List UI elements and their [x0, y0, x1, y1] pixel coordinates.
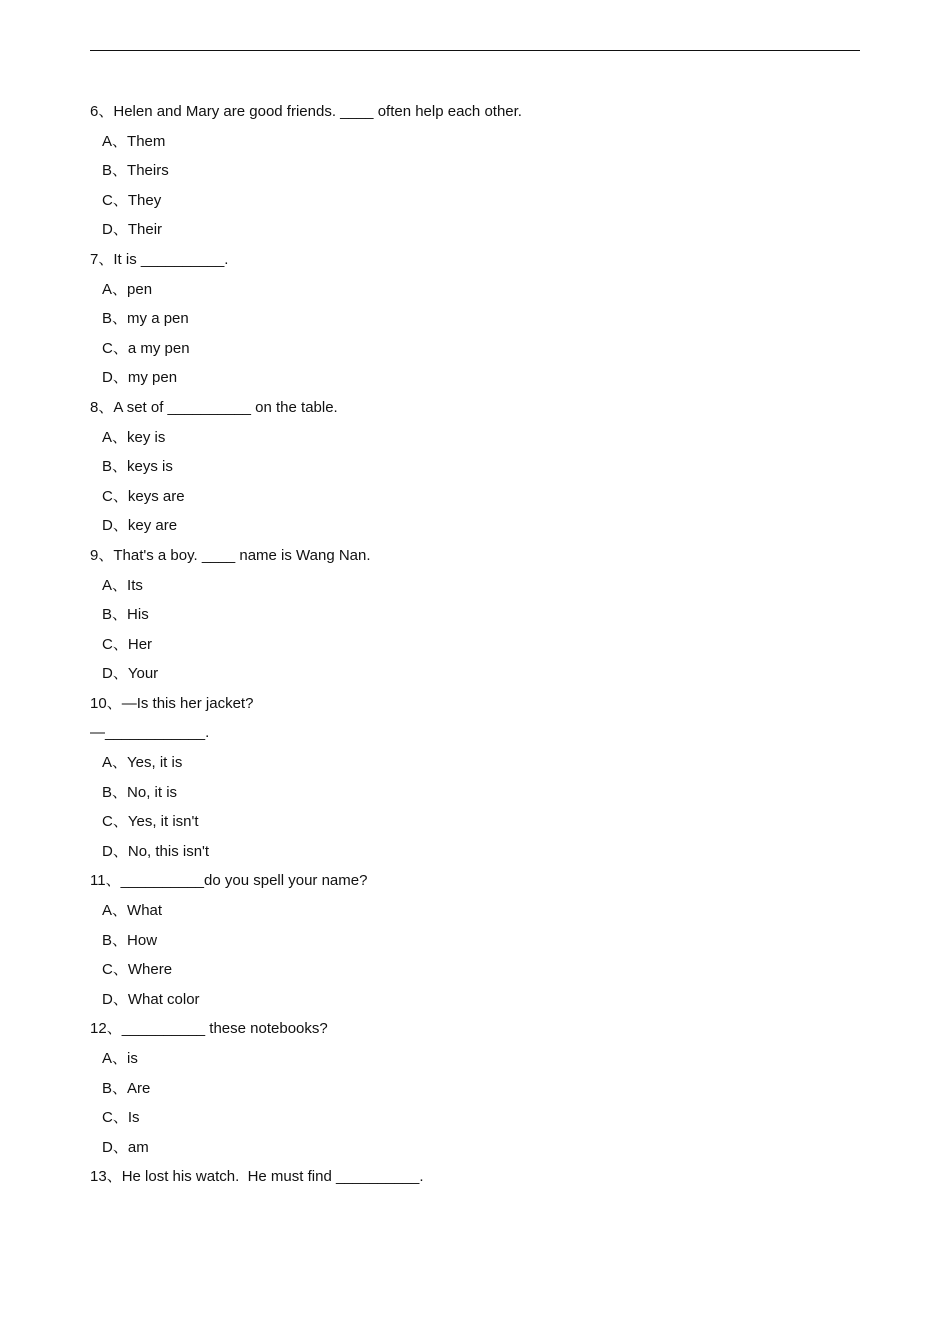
option-text: my a pen — [127, 310, 189, 328]
question-number: 10 — [90, 694, 107, 712]
option-10-b[interactable]: B、No, it is — [102, 783, 178, 801]
option-9-d[interactable]: D、Your — [102, 665, 159, 683]
option-text: Her — [127, 635, 153, 653]
option-10-d[interactable]: D、No, this isn't — [102, 842, 210, 860]
option-7-b[interactable]: B、my a pen — [102, 310, 189, 328]
option-6-b[interactable]: B、Theirs — [102, 162, 169, 180]
question-number: 8 — [90, 398, 99, 416]
option-9-b[interactable]: B、His — [102, 606, 149, 624]
option-letter: C — [102, 487, 113, 505]
question-8: 8、A set of __________ on the table. — [90, 398, 338, 416]
option-letter: C — [102, 635, 113, 653]
option-letter: D — [102, 1138, 113, 1156]
option-letter: B — [102, 1079, 113, 1097]
question-10-response-line — [90, 718, 860, 748]
option-letter: D — [102, 990, 113, 1008]
option-7-d[interactable]: D、my pen — [102, 369, 178, 387]
option-letter: C — [102, 339, 113, 357]
question-text: —Is this her jacket? — [121, 694, 254, 712]
option-text: What color — [127, 990, 200, 1008]
option-text: They — [127, 191, 162, 209]
option-10-a[interactable]: A、Yes, it is — [102, 754, 183, 772]
option-7-a[interactable]: A、pen — [102, 280, 153, 298]
option-9-c[interactable]: C、Her — [102, 635, 153, 653]
option-12-c[interactable]: C、Is — [102, 1109, 140, 1127]
option-text: Is — [127, 1109, 140, 1127]
question-text: __________do you spell your name? — [120, 872, 368, 890]
question-number: 12 — [90, 1020, 107, 1038]
option-letter: D — [102, 369, 113, 387]
option-text: Are — [127, 1079, 151, 1097]
option-text: key are — [127, 517, 178, 535]
option-8-a[interactable]: A、key is — [102, 428, 166, 446]
option-letter: B — [102, 931, 113, 949]
question-10: 10、—Is this her jacket? — [90, 694, 254, 712]
question-text: That's a boy. ____ name is Wang Nan. — [113, 546, 371, 564]
option-text: my pen — [127, 369, 178, 387]
option-letter: B — [102, 310, 113, 328]
question-text-2: —____________. — [90, 724, 210, 742]
question-number: 11 — [90, 872, 106, 890]
option-text: keys is — [127, 458, 173, 476]
option-12-b[interactable]: B、Are — [102, 1079, 151, 1097]
question-number: 6 — [90, 103, 99, 120]
option-letter: D — [102, 221, 113, 239]
option-12-a[interactable]: A、is — [102, 1050, 138, 1067]
option-letter: C — [102, 813, 113, 831]
option-letter: D — [102, 842, 113, 860]
option-letter: A — [102, 902, 113, 920]
option-letter: A — [102, 576, 113, 594]
option-letter: C — [102, 961, 113, 979]
option-text: What — [127, 902, 163, 920]
question-number: 13 — [90, 1168, 107, 1186]
option-8-c[interactable]: C、keys are — [102, 487, 185, 505]
option-letter: D — [102, 517, 113, 535]
option-8-d[interactable]: D、key are — [102, 517, 178, 535]
option-9-a[interactable]: A、Its — [102, 576, 143, 594]
option-6-d[interactable]: D、Their — [102, 221, 163, 239]
option-11-c[interactable]: C、Where — [102, 961, 173, 979]
option-text: is — [127, 1050, 138, 1067]
option-letter: A — [102, 754, 113, 772]
option-text: No, this isn't — [127, 842, 210, 860]
option-6-c[interactable]: C、They — [102, 191, 162, 209]
option-letter: B — [102, 606, 113, 624]
option-letter: D — [102, 665, 113, 683]
option-6-a[interactable]: A、Them — [102, 132, 166, 150]
question-text: Helen and Mary are good friends. ____ often help each other. — [113, 103, 522, 120]
question-number: 7 — [90, 250, 99, 268]
option-8-b[interactable]: B、keys is — [102, 458, 173, 476]
option-letter: C — [102, 191, 113, 209]
question-11: 11、__________do you spell your name? — [90, 872, 368, 890]
question-number: 9 — [90, 546, 99, 564]
question-9: 9、That's a boy. ____ name is Wang Nan. — [90, 546, 371, 564]
option-text: No, it is — [127, 783, 178, 801]
option-letter: A — [102, 428, 113, 446]
option-11-a[interactable]: A、What — [102, 902, 163, 920]
option-text: Their — [127, 221, 163, 239]
option-7-c[interactable]: C、a my pen — [102, 339, 190, 357]
option-10-c[interactable]: C、Yes, it isn't — [102, 813, 199, 831]
question-13: 13、He lost his watch. He must find __________. — [90, 1168, 424, 1186]
question-list — [90, 97, 860, 1192]
option-text: key is — [127, 428, 166, 446]
option-letter: B — [102, 162, 113, 180]
option-letter: A — [102, 132, 113, 150]
option-text: a my pen — [127, 339, 190, 357]
option-letter: C — [102, 1109, 113, 1127]
option-text: Where — [127, 961, 173, 979]
option-letter: B — [102, 458, 113, 476]
option-letter: A — [102, 280, 113, 298]
option-text: Yes, it is — [127, 754, 183, 772]
option-text: Them — [127, 132, 166, 150]
question-6 — [90, 97, 860, 127]
option-11-d[interactable]: D、What color — [102, 990, 200, 1008]
question-text: __________ these notebooks? — [121, 1020, 328, 1038]
separator: 、 — [98, 103, 114, 120]
question-text: A set of __________ on the table. — [113, 398, 338, 416]
option-text: am — [127, 1138, 149, 1156]
question-12: 12、__________ these notebooks? — [90, 1020, 328, 1038]
option-letter: B — [102, 783, 113, 801]
header-rule — [90, 50, 860, 51]
question-7: 7、It is __________. — [90, 250, 229, 268]
option-text: keys are — [127, 487, 185, 505]
option-letter: A — [102, 1050, 113, 1067]
option-text: Theirs — [127, 162, 169, 180]
option-text: Yes, it isn't — [127, 813, 199, 831]
question-text: It is __________. — [113, 250, 229, 268]
option-text: Your — [127, 665, 159, 683]
option-text: How — [127, 931, 158, 949]
option-text: Its — [127, 576, 143, 594]
question-text: He lost his watch. He must find __________. — [121, 1168, 424, 1186]
option-11-b[interactable]: B、How — [102, 931, 158, 949]
option-12-d[interactable]: D、am — [102, 1138, 149, 1156]
option-text: His — [127, 606, 149, 624]
option-text: pen — [127, 280, 153, 298]
